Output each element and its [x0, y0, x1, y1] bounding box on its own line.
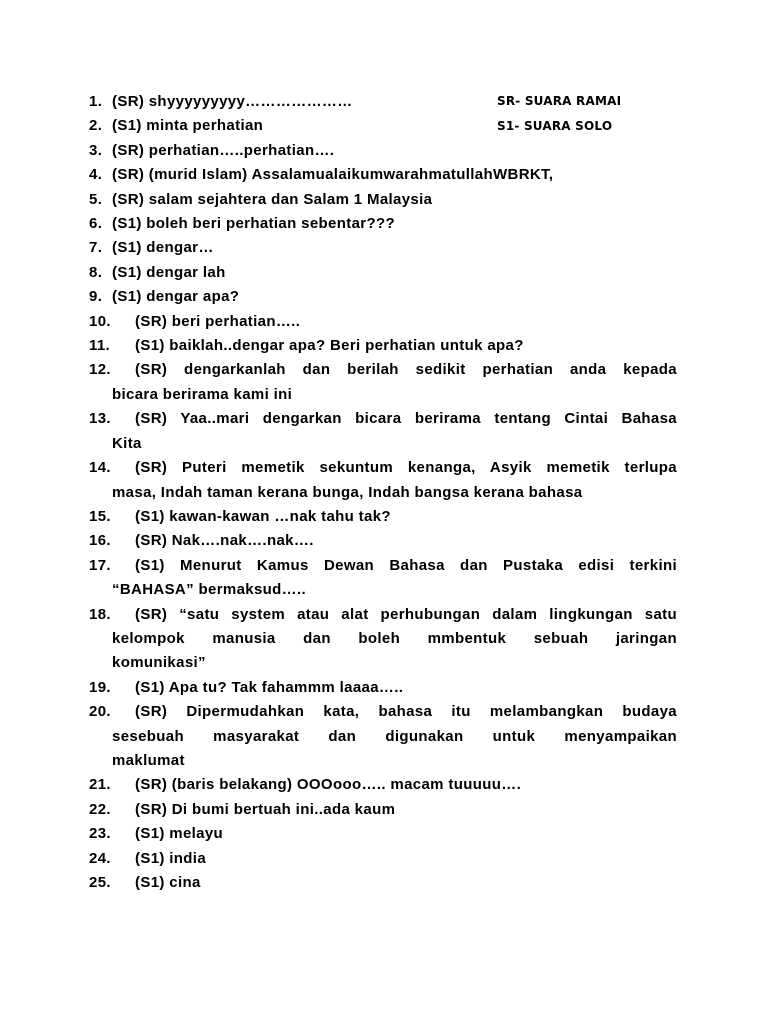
list-item — [89, 163, 677, 187]
item-text: (SR) Puteri memetik sekuntum kenanga, Asyik memetik terlupa — [135, 459, 677, 477]
item-number: 8. — [89, 263, 103, 281]
item-number: 15. — [89, 507, 111, 525]
item-text: (SR) “satu system atau alat perhubungan dalam lingkungan satu — [135, 605, 677, 623]
item-text-continuation: komunikasi” — [112, 654, 206, 672]
item-number: 5. — [89, 190, 103, 208]
item-number: 21. — [89, 776, 111, 794]
item-text-continuation: Kita — [112, 434, 142, 452]
list-item — [89, 114, 677, 138]
item-text: (S1) baiklah..dengar apa? Beri perhatian untuk apa? — [135, 337, 524, 355]
list-item — [89, 676, 677, 700]
item-number: 14. — [89, 459, 111, 477]
list-item — [89, 822, 677, 846]
list-item — [89, 334, 677, 358]
item-text-continuation: kelompok manusia dan boleh mmbentuk sebuah jaringan — [112, 629, 677, 647]
list-item — [89, 554, 677, 603]
item-text: (SR) perhatian…..perhatian…. — [112, 141, 335, 159]
item-text: (SR) dengarkanlah dan berilah sedikit perhatian anda kepada — [135, 361, 677, 379]
list-item — [89, 236, 677, 260]
item-number: 13. — [89, 410, 111, 428]
list-item — [89, 407, 677, 456]
item-text-continuation: sesebuah masyarakat dan digunakan untuk menyampaikan — [112, 727, 677, 745]
item-number: 2. — [89, 117, 103, 135]
item-text: (SR) shyyyyyyyyy………………… — [112, 93, 353, 110]
list-item — [89, 505, 677, 529]
item-number: 22. — [89, 800, 111, 818]
item-text: (S1) dengar lah — [112, 263, 226, 281]
list-item — [89, 261, 677, 285]
list-item — [89, 456, 677, 505]
item-text: (SR) Di bumi bertuah ini..ada kaum — [135, 800, 396, 818]
item-text-continuation: maklumat — [112, 751, 185, 769]
list-item — [89, 139, 677, 163]
item-number: 25. — [89, 874, 111, 891]
list-item — [89, 798, 677, 822]
item-text: (S1) boleh beri perhatian sebentar??? — [112, 215, 395, 233]
script-list — [89, 90, 677, 895]
item-text: (S1) Apa tu? Tak fahammm laaaa….. — [135, 678, 404, 696]
item-text-continuation: masa, Indah taman kerana bunga, Indah bangsa kerana bahasa — [112, 483, 583, 501]
item-number: 24. — [89, 849, 111, 867]
item-text: (S1) kawan-kawan …nak tahu tak? — [135, 507, 391, 525]
item-text: (S1) cina — [135, 874, 201, 891]
list-item — [89, 310, 677, 334]
item-number: 4. — [89, 166, 103, 184]
legend-s1: S1- SUARA SOLO — [497, 119, 613, 133]
item-number: 11. — [89, 337, 111, 355]
list-item — [89, 700, 677, 773]
list-item — [89, 871, 677, 895]
item-text: (S1) minta perhatian — [112, 117, 264, 135]
item-number: 23. — [89, 825, 111, 843]
item-text-continuation: bicara berirama kami ini — [112, 385, 293, 403]
list-item — [89, 212, 677, 236]
item-number: 1. — [89, 93, 103, 110]
list-item — [89, 358, 677, 407]
item-text: (S1) dengar apa? — [112, 288, 240, 306]
item-number: 7. — [89, 239, 103, 257]
item-number: 3. — [89, 141, 103, 159]
item-number: 9. — [89, 288, 103, 306]
list-item — [89, 188, 677, 212]
item-text: (SR) salam sejahtera dan Salam 1 Malaysia — [112, 190, 433, 208]
list-item — [89, 847, 677, 871]
item-number: 17. — [89, 556, 111, 574]
item-text: (SR) Yaa..mari dengarkan bicara berirama tentang Cintai Bahasa — [135, 410, 677, 428]
item-number: 12. — [89, 361, 111, 379]
item-text: (SR) Dipermudahkan kata, bahasa itu melambangkan budaya — [135, 703, 677, 721]
item-number: 19. — [89, 678, 111, 696]
list-item — [89, 773, 677, 797]
item-text: (SR) (murid Islam) AssalamualaikumwarahmatullahWBRKT, — [112, 166, 554, 184]
list-item — [89, 285, 677, 309]
list-item — [89, 603, 677, 676]
list-item — [89, 529, 677, 553]
item-text: (S1) india — [135, 849, 207, 867]
item-number: 6. — [89, 215, 103, 233]
item-text: (SR) Nak….nak….nak…. — [135, 532, 314, 550]
item-number: 20. — [89, 703, 111, 721]
item-number: 16. — [89, 532, 111, 550]
item-text: (SR) (baris belakang) OOOooo….. macam tuuuuu…. — [135, 776, 522, 794]
list-item — [89, 90, 677, 114]
item-number: 10. — [89, 312, 111, 330]
item-text: (S1) Menurut Kamus Dewan Bahasa dan Pustaka edisi terkini — [135, 556, 677, 574]
item-number: 18. — [89, 605, 111, 623]
item-text-continuation: “BAHASA” bermaksud….. — [112, 581, 307, 599]
legend-sr: SR- SUARA RAMAI — [497, 94, 622, 108]
item-text: (S1) dengar… — [112, 239, 214, 257]
item-text: (S1) melayu — [135, 825, 224, 843]
item-text: (SR) beri perhatian….. — [135, 312, 301, 330]
